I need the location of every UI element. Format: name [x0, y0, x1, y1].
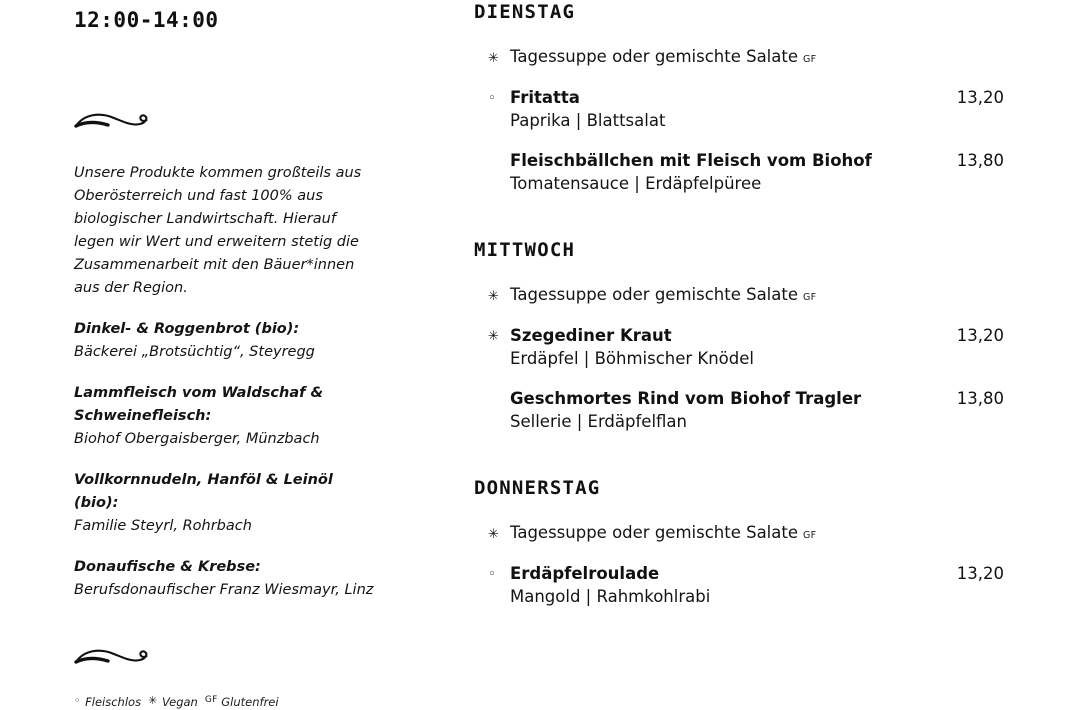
soup-text: Tagessuppe oder gemischte Salate	[510, 523, 799, 542]
supplier-detail: Bäckerei „Brotsüchtig“, Steyregg	[74, 344, 315, 360]
dish-row	[488, 87, 1004, 133]
dish-row	[488, 150, 1004, 196]
supplier-name: Lammfleisch vom Waldschaf & Schweinefleisch:	[74, 385, 324, 424]
supplier-detail: Berufsdonaufischer Franz Wiesmayr, Linz	[74, 582, 374, 598]
vegan-label: Vegan	[161, 695, 198, 710]
supplier-item	[74, 382, 374, 451]
day-title: DIENSTAG	[474, 1, 576, 23]
fleischlos-mark-icon: ◦	[488, 567, 496, 582]
soup-row	[488, 46, 1004, 70]
soup-text: Tagessuppe oder gemischte Salate	[510, 285, 799, 304]
dish-name: Erdäpfelroulade	[510, 564, 660, 583]
glutenfrei-mark-icon: GF	[803, 292, 817, 303]
dish-price: 13,80	[956, 151, 1004, 170]
fleischlos-mark-icon: ◦	[488, 91, 496, 106]
dish-body	[510, 325, 934, 371]
glutenfrei-mark-icon: GF	[803, 530, 817, 541]
dish-row	[488, 388, 1004, 434]
day-block-dienstag	[474, 0, 1004, 196]
supplier-item	[74, 318, 374, 364]
dish-mark-icon	[488, 388, 510, 389]
opening-hours: 12:00-14:00	[74, 8, 219, 32]
dish-sides: Erdäpfel | Böhmischer Knödel	[510, 349, 754, 368]
dish-row	[488, 563, 1004, 609]
supplier-detail: Familie Steyrl, Rohrbach	[74, 518, 252, 534]
dish-sides: Paprika | Blattsalat	[510, 111, 666, 130]
flourish-ornament-bottom-icon	[74, 642, 154, 676]
dish-price: 13,80	[956, 389, 1004, 408]
left-column	[74, 0, 394, 710]
vegan-mark-icon: ✳	[488, 329, 499, 344]
dish-price: 13,20	[956, 88, 1004, 107]
dish-sides: Mangold | Rahmkohlrabi	[510, 587, 711, 606]
flourish-ornament-top-icon	[74, 106, 154, 140]
dish-price: 13,20	[956, 564, 1004, 583]
legend	[74, 692, 394, 710]
dish-body	[510, 388, 934, 434]
supplier-item	[74, 469, 374, 538]
vegan-mark-icon: ✳	[488, 289, 499, 304]
dish-body	[510, 563, 934, 609]
fleischlos-mark-icon: ◦	[74, 694, 81, 708]
supplier-detail: Biohof Obergaisberger, Münzbach	[74, 431, 320, 447]
dish-body	[510, 87, 934, 133]
fleischlos-label: Fleischlos	[85, 695, 142, 710]
soup-row	[488, 522, 1004, 546]
day-block-donnerstag	[474, 476, 1004, 609]
soup-text: Tagessuppe oder gemischte Salate	[510, 47, 799, 66]
vegan-mark-icon: ✳	[488, 51, 499, 66]
supplier-item	[74, 556, 374, 602]
dish-name: Fleischbällchen mit Fleisch vom Biohof	[510, 151, 872, 170]
glutenfrei-mark-icon: GF	[803, 54, 817, 65]
dish-body	[510, 150, 934, 196]
glutenfrei-label: Glutenfrei	[221, 695, 279, 710]
dish-name: Fritatta	[510, 88, 580, 107]
soup-row	[488, 284, 1004, 308]
supplier-name: Donaufische & Krebse:	[74, 559, 261, 575]
dish-row	[488, 325, 1004, 371]
dish-sides: Tomatensauce | Erdäpfelpüree	[510, 174, 762, 193]
dish-price: 13,20	[956, 326, 1004, 345]
dish-mark-icon	[488, 150, 510, 151]
day-title: DONNERSTAG	[474, 477, 601, 499]
right-column	[474, 0, 1004, 609]
day-block-mittwoch	[474, 238, 1004, 434]
supplier-name: Dinkel- & Roggenbrot (bio):	[74, 321, 300, 337]
dish-name: Szegediner Kraut	[510, 326, 672, 345]
supplier-name: Vollkornnudeln, Hanföl & Leinöl (bio):	[74, 472, 333, 511]
intro-paragraph: Unsere Produkte kommen großteils aus Oberösterreich und fast 100% aus biologischer Landwirtschaft. Hierauf legen wir Wert und erweitern stetig die Zusammenarbeit mit den Bäuer*innen aus der Region.	[74, 165, 362, 296]
day-title: MITTWOCH	[474, 239, 576, 261]
dish-sides: Sellerie | Erdäpfelflan	[510, 412, 687, 431]
vegan-mark-icon: ✳	[148, 694, 158, 708]
vegan-mark-icon: ✳	[488, 527, 499, 542]
glutenfrei-mark-icon: GF	[204, 695, 218, 705]
dish-name: Geschmortes Rind vom Biohof Tragler	[510, 389, 862, 408]
